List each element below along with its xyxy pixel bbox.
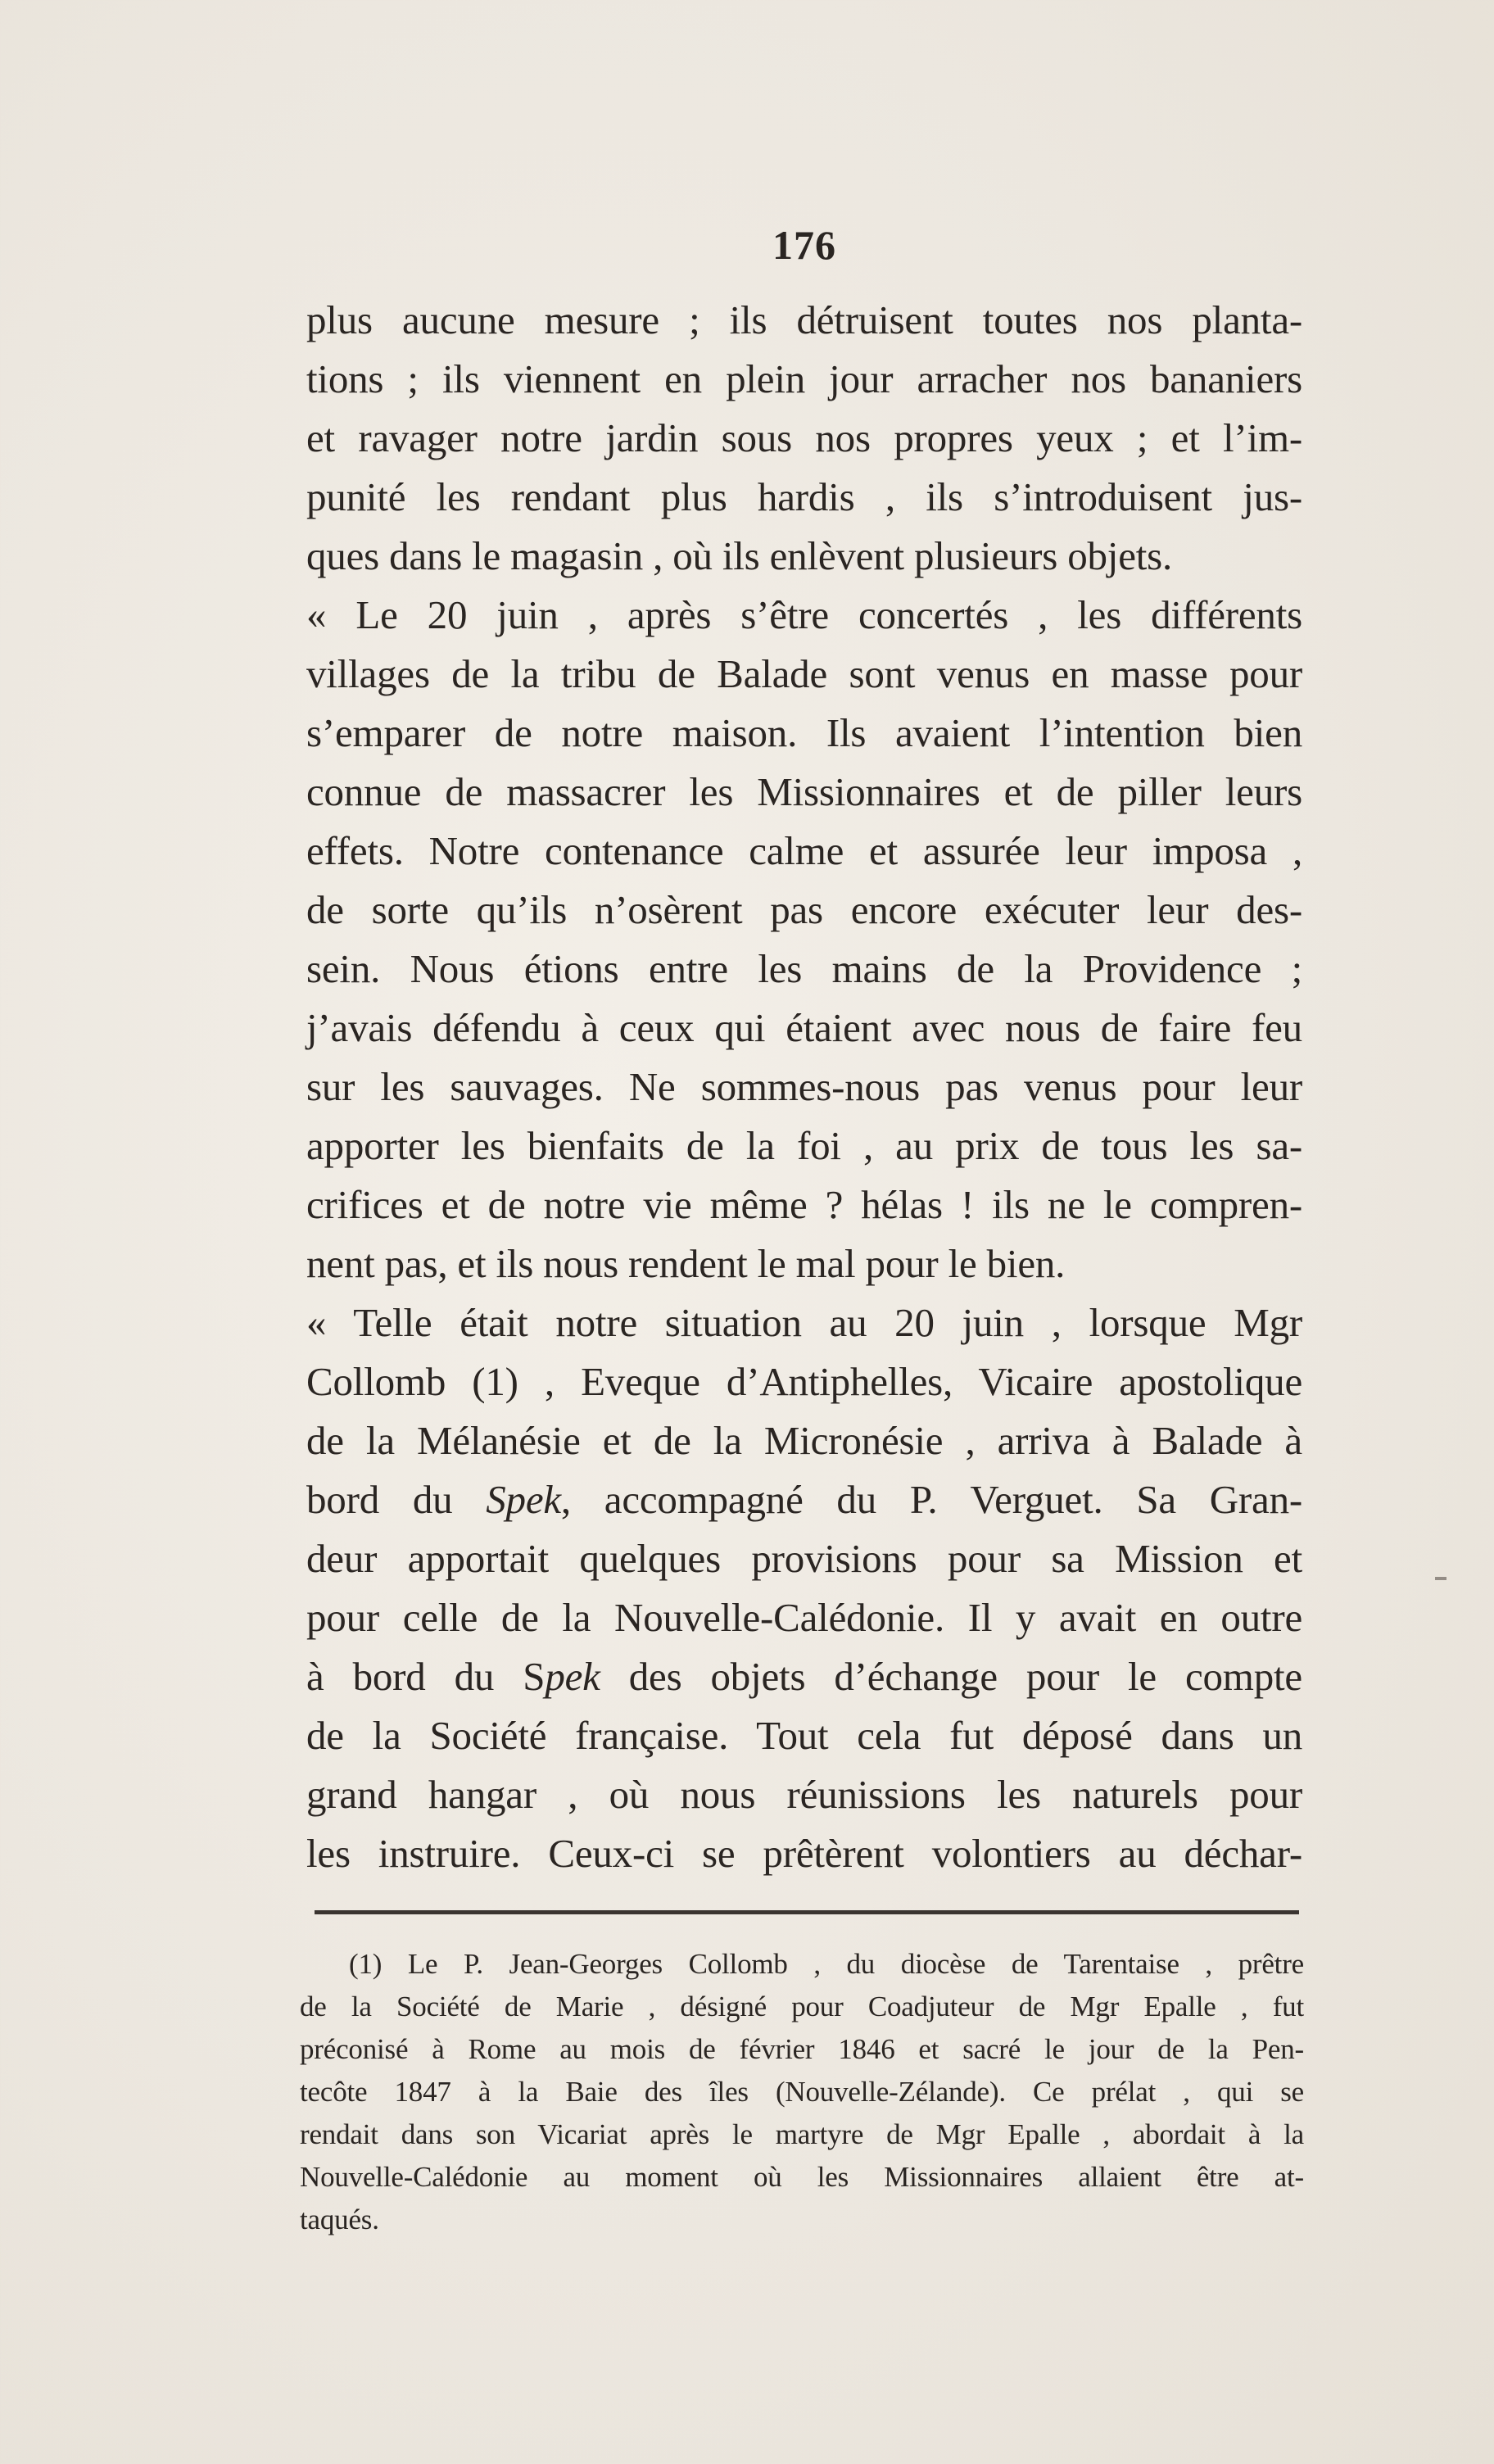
body-line: plus aucune mesure ; ils détruisent toutes nos planta-	[306, 297, 1302, 342]
body-line: deur apportait quelques provisions pour sa Mission et	[306, 1536, 1302, 1581]
body-line: ques dans le magasin , où ils enlèvent plusieurs objets.	[306, 533, 1173, 578]
footnote-line: préconisé à Rome au mois de février 1846 et sacré le jour de la Pen-	[300, 2033, 1304, 2065]
text-run: bord du	[306, 1477, 487, 1522]
footnote-line: rendait dans son Vicariat après le martyre de Mgr Epalle , abordait à la	[300, 2118, 1304, 2150]
margin-mark	[1435, 1577, 1446, 1580]
body-line: et ravager notre jardin sous nos propres yeux ; et l’im-	[306, 415, 1302, 460]
body-line: j’avais défendu à ceux qui étaient avec nous de faire feu	[306, 1005, 1302, 1050]
footnote-divider	[315, 1910, 1299, 1914]
body-line: grand hangar , où nous réunissions les naturels pour	[306, 1772, 1302, 1817]
footnote-line: tecôte 1847 à la Baie des îles (Nouvelle-Zélande). Ce prélat , qui se	[300, 2076, 1304, 2108]
body-line: les instruire. Ceux-ci se prêtèrent volontiers au déchar-	[306, 1831, 1302, 1876]
text-run: des objets d’échange pour le compte	[600, 1654, 1302, 1699]
body-line: « Le 20 juin , après s’être concertés , les différents	[306, 592, 1302, 637]
body-line: punité les rendant plus hardis , ils s’introduisent jus-	[306, 474, 1302, 519]
body-line: Collomb (1) , Eveque d’Antiphelles, Vicaire apostolique	[306, 1359, 1302, 1404]
body-line: tions ; ils viennent en plein jour arracher nos bananiers	[306, 356, 1302, 401]
body-line: de la Société française. Tout cela fut déposé dans un	[306, 1713, 1302, 1758]
body-line-spek	[306, 1647, 1302, 1706]
body-line: « Telle était notre situation au 20 juin , lorsque Mgr	[306, 1300, 1302, 1345]
page-number: 176	[772, 222, 836, 268]
footnote	[300, 1943, 1304, 2241]
footnote-line: de la Société de Marie , désigné pour Coadjuteur de Mgr Epalle , fut	[300, 1991, 1304, 2022]
body-line: crifices et de notre vie même ? hélas ! ils ne le compren-	[306, 1182, 1302, 1227]
body-line: de sorte qu’ils n’osèrent pas encore exécuter leur des-	[306, 887, 1302, 932]
text-run: , accompagné du P. Verguet. Sa Gran-	[560, 1477, 1303, 1522]
footnote-line: (1) Le P. Jean-Georges Collomb , du diocèse de Tarentaise , prêtre	[349, 1948, 1304, 1980]
body-line: de la Mélanésie et de la Micronésie , arriva à Balade à	[306, 1418, 1302, 1463]
text-run: à bord du S	[306, 1654, 546, 1699]
body-line: sein. Nous étions entre les mains de la Providence ;	[306, 946, 1302, 991]
body-line: villages de la tribu de Balade sont venus en masse pour	[306, 651, 1302, 696]
footnote-line: taqués.	[300, 2204, 379, 2235]
body-line: nent pas, et ils nous rendent le mal pour le bien.	[306, 1241, 1066, 1286]
body-line: sur les sauvages. Ne sommes-nous pas venus pour leur	[306, 1064, 1302, 1109]
ship-name: pek	[545, 1654, 600, 1699]
footnote-line: Nouvelle-Calédonie au moment où les Missionnaires allaient être at-	[300, 2161, 1304, 2193]
body-text	[306, 291, 1302, 1883]
body-line: connue de massacrer les Missionnaires et de piller leurs	[306, 769, 1302, 814]
body-line: s’emparer de notre maison. Ils avaient l’intention bien	[306, 710, 1302, 755]
body-line: apporter les bienfaits de la foi , au prix de tous les sa-	[306, 1123, 1302, 1168]
body-line: effets. Notre contenance calme et assurée leur imposa ,	[306, 828, 1302, 873]
body-line: pour celle de la Nouvelle-Calédonie. Il y avait en outre	[306, 1595, 1302, 1640]
ship-name: Spek	[486, 1477, 561, 1522]
body-line-spek	[306, 1470, 1302, 1529]
